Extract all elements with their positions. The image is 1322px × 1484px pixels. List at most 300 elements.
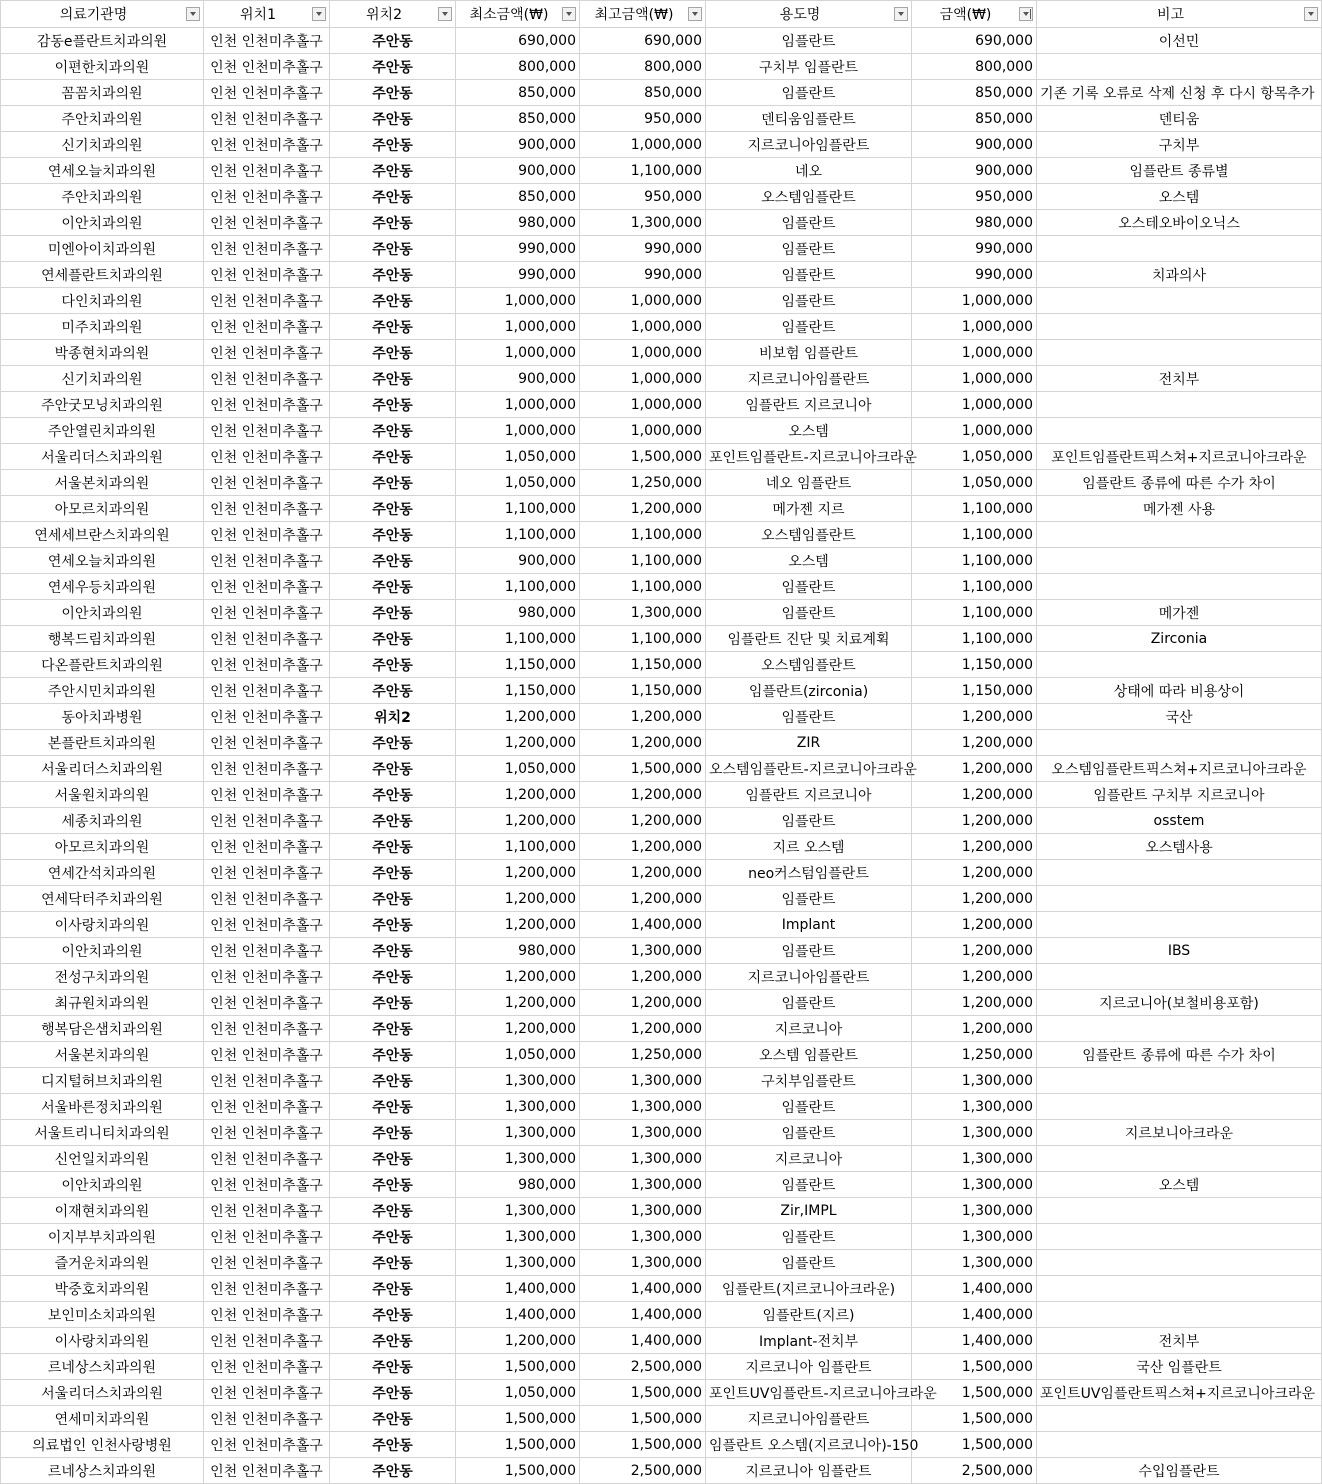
cell-location2[interactable]: 위치2	[330, 704, 456, 730]
cell-usage-name[interactable]: 지르코니아 임플란트	[706, 1354, 912, 1380]
cell-remarks[interactable]	[1037, 1250, 1322, 1276]
cell-remarks[interactable]: 덴티움	[1037, 106, 1322, 132]
cell-price[interactable]: 1,100,000	[912, 522, 1037, 548]
cell-usage-name[interactable]: 임플란트	[706, 704, 912, 730]
cell-hospital-name[interactable]: 동아치과병원	[1, 704, 204, 730]
cell-price[interactable]: 1,200,000	[912, 990, 1037, 1016]
cell-location2[interactable]: 주안동	[330, 912, 456, 938]
cell-remarks[interactable]: 전치부	[1037, 1328, 1322, 1354]
cell-remarks[interactable]: 메가젠 사용	[1037, 496, 1322, 522]
cell-usage-name[interactable]: ZIR	[706, 730, 912, 756]
cell-min-price[interactable]: 1,100,000	[456, 626, 580, 652]
cell-price[interactable]: 1,000,000	[912, 366, 1037, 392]
cell-max-price[interactable]: 1,200,000	[580, 1016, 706, 1042]
cell-location1[interactable]: 인천 인천미추홀구	[204, 652, 330, 678]
cell-min-price[interactable]: 1,200,000	[456, 860, 580, 886]
cell-min-price[interactable]: 1,200,000	[456, 964, 580, 990]
cell-remarks[interactable]: 임플란트 종류별	[1037, 158, 1322, 184]
cell-location1[interactable]: 인천 인천미추홀구	[204, 1328, 330, 1354]
cell-location1[interactable]: 인천 인천미추홀구	[204, 444, 330, 470]
cell-hospital-name[interactable]: 서울리더스치과의원	[1, 756, 204, 782]
cell-max-price[interactable]: 1,200,000	[580, 886, 706, 912]
cell-max-price[interactable]: 950,000	[580, 106, 706, 132]
cell-price[interactable]: 1,200,000	[912, 938, 1037, 964]
cell-hospital-name[interactable]: 연세오늘치과의원	[1, 548, 204, 574]
cell-hospital-name[interactable]: 서울리더스치과의원	[1, 1380, 204, 1406]
cell-remarks[interactable]: 임플란트 종류에 따른 수가 차이	[1037, 1042, 1322, 1068]
cell-usage-name[interactable]: 지르 오스템	[706, 834, 912, 860]
cell-price[interactable]: 1,100,000	[912, 600, 1037, 626]
cell-location1[interactable]: 인천 인천미추홀구	[204, 522, 330, 548]
cell-usage-name[interactable]: 임플란트	[706, 236, 912, 262]
cell-usage-name[interactable]: 임플란트	[706, 28, 912, 54]
cell-remarks[interactable]	[1037, 288, 1322, 314]
cell-location1[interactable]: 인천 인천미추홀구	[204, 1458, 330, 1484]
cell-location1[interactable]: 인천 인천미추홀구	[204, 392, 330, 418]
cell-hospital-name[interactable]: 이안치과의원	[1, 210, 204, 236]
cell-hospital-name[interactable]: 이안치과의원	[1, 1172, 204, 1198]
cell-min-price[interactable]: 900,000	[456, 366, 580, 392]
cell-usage-name[interactable]: 네오	[706, 158, 912, 184]
cell-max-price[interactable]: 950,000	[580, 184, 706, 210]
cell-min-price[interactable]: 1,200,000	[456, 704, 580, 730]
cell-max-price[interactable]: 1,500,000	[580, 444, 706, 470]
cell-location2[interactable]: 주안동	[330, 1016, 456, 1042]
cell-usage-name[interactable]: 임플란트	[706, 262, 912, 288]
cell-max-price[interactable]: 1,000,000	[580, 392, 706, 418]
cell-min-price[interactable]: 1,100,000	[456, 834, 580, 860]
cell-location1[interactable]: 인천 인천미추홀구	[204, 1042, 330, 1068]
cell-remarks[interactable]	[1037, 418, 1322, 444]
cell-location2[interactable]: 주안동	[330, 80, 456, 106]
cell-min-price[interactable]: 1,300,000	[456, 1224, 580, 1250]
cell-location2[interactable]: 주안동	[330, 626, 456, 652]
cell-remarks[interactable]: 임플란트 종류에 따른 수가 차이	[1037, 470, 1322, 496]
cell-max-price[interactable]: 1,300,000	[580, 1250, 706, 1276]
cell-min-price[interactable]: 850,000	[456, 80, 580, 106]
cell-min-price[interactable]: 1,200,000	[456, 912, 580, 938]
cell-usage-name[interactable]: 임플란트	[706, 80, 912, 106]
cell-location1[interactable]: 인천 인천미추홀구	[204, 314, 330, 340]
cell-location1[interactable]: 인천 인천미추홀구	[204, 54, 330, 80]
cell-price[interactable]: 1,000,000	[912, 392, 1037, 418]
cell-max-price[interactable]: 1,200,000	[580, 834, 706, 860]
cell-remarks[interactable]: 포인트임플란트픽스쳐+지르코니아크라운	[1037, 444, 1322, 470]
cell-min-price[interactable]: 1,500,000	[456, 1458, 580, 1484]
cell-usage-name[interactable]: 임플란트	[706, 210, 912, 236]
cell-remarks[interactable]: 오스템	[1037, 1172, 1322, 1198]
cell-min-price[interactable]: 900,000	[456, 548, 580, 574]
cell-location2[interactable]: 주안동	[330, 106, 456, 132]
cell-location1[interactable]: 인천 인천미추홀구	[204, 1354, 330, 1380]
cell-max-price[interactable]: 1,500,000	[580, 756, 706, 782]
cell-hospital-name[interactable]: 신기치과의원	[1, 132, 204, 158]
cell-usage-name[interactable]: Implant-전치부	[706, 1328, 912, 1354]
cell-location1[interactable]: 인천 인천미추홀구	[204, 990, 330, 1016]
cell-price[interactable]: 1,300,000	[912, 1068, 1037, 1094]
cell-usage-name[interactable]: 오스템	[706, 418, 912, 444]
cell-location2[interactable]: 주안동	[330, 574, 456, 600]
filter-icon[interactable]	[312, 7, 326, 21]
cell-hospital-name[interactable]: 주안열린치과의원	[1, 418, 204, 444]
cell-max-price[interactable]: 1,000,000	[580, 132, 706, 158]
cell-hospital-name[interactable]: 이지부부치과의원	[1, 1224, 204, 1250]
cell-min-price[interactable]: 980,000	[456, 1172, 580, 1198]
cell-location1[interactable]: 인천 인천미추홀구	[204, 28, 330, 54]
cell-max-price[interactable]: 990,000	[580, 262, 706, 288]
cell-max-price[interactable]: 1,400,000	[580, 1302, 706, 1328]
cell-usage-name[interactable]: 비보험 임플란트	[706, 340, 912, 366]
cell-price[interactable]: 1,300,000	[912, 1172, 1037, 1198]
cell-min-price[interactable]: 1,500,000	[456, 1432, 580, 1458]
cell-remarks[interactable]: 구치부	[1037, 132, 1322, 158]
cell-location1[interactable]: 인천 인천미추홀구	[204, 886, 330, 912]
cell-usage-name[interactable]: 지르코니아임플란트	[706, 1406, 912, 1432]
cell-usage-name[interactable]: 오스템	[706, 548, 912, 574]
cell-location1[interactable]: 인천 인천미추홀구	[204, 210, 330, 236]
cell-remarks[interactable]: 포인트UV임플란트픽스쳐+지르코니아크라운	[1037, 1380, 1322, 1406]
cell-price[interactable]: 1,300,000	[912, 1198, 1037, 1224]
cell-min-price[interactable]: 850,000	[456, 184, 580, 210]
cell-location1[interactable]: 인천 인천미추홀구	[204, 1380, 330, 1406]
cell-price[interactable]: 950,000	[912, 184, 1037, 210]
cell-min-price[interactable]: 990,000	[456, 262, 580, 288]
cell-max-price[interactable]: 1,200,000	[580, 860, 706, 886]
cell-location2[interactable]: 주안동	[330, 366, 456, 392]
cell-hospital-name[interactable]: 아모르치과의원	[1, 834, 204, 860]
cell-usage-name[interactable]: 임플란트(지르코니아크라운)	[706, 1276, 912, 1302]
cell-remarks[interactable]: 지르코니아(보철비용포함)	[1037, 990, 1322, 1016]
cell-max-price[interactable]: 1,300,000	[580, 210, 706, 236]
cell-price[interactable]: 1,000,000	[912, 340, 1037, 366]
cell-location1[interactable]: 인천 인천미추홀구	[204, 626, 330, 652]
cell-location2[interactable]: 주안동	[330, 1276, 456, 1302]
cell-location1[interactable]: 인천 인천미추홀구	[204, 1406, 330, 1432]
cell-max-price[interactable]: 1,200,000	[580, 730, 706, 756]
cell-min-price[interactable]: 1,300,000	[456, 1094, 580, 1120]
sort-ascending-filter-icon[interactable]	[1019, 7, 1033, 21]
cell-max-price[interactable]: 1,100,000	[580, 626, 706, 652]
cell-usage-name[interactable]: 구치부임플란트	[706, 1068, 912, 1094]
cell-hospital-name[interactable]: 서울본치과의원	[1, 1042, 204, 1068]
cell-remarks[interactable]: 임플란트 구치부 지르코니아	[1037, 782, 1322, 808]
cell-price[interactable]: 1,200,000	[912, 808, 1037, 834]
cell-location2[interactable]: 주안동	[330, 470, 456, 496]
cell-remarks[interactable]	[1037, 860, 1322, 886]
cell-price[interactable]: 900,000	[912, 158, 1037, 184]
cell-usage-name[interactable]: Zir,IMPL	[706, 1198, 912, 1224]
cell-location1[interactable]: 인천 인천미추홀구	[204, 106, 330, 132]
cell-usage-name[interactable]: 덴티움임플란트	[706, 106, 912, 132]
cell-usage-name[interactable]: Implant	[706, 912, 912, 938]
cell-max-price[interactable]: 1,150,000	[580, 652, 706, 678]
cell-location1[interactable]: 인천 인천미추홀구	[204, 1224, 330, 1250]
cell-remarks[interactable]: 오스템	[1037, 184, 1322, 210]
cell-min-price[interactable]: 1,100,000	[456, 522, 580, 548]
cell-min-price[interactable]: 1,100,000	[456, 496, 580, 522]
cell-hospital-name[interactable]: 세종치과의원	[1, 808, 204, 834]
cell-location1[interactable]: 인천 인천미추홀구	[204, 808, 330, 834]
cell-max-price[interactable]: 1,200,000	[580, 496, 706, 522]
cell-location2[interactable]: 주안동	[330, 990, 456, 1016]
cell-remarks[interactable]: 오스템사용	[1037, 834, 1322, 860]
cell-min-price[interactable]: 1,300,000	[456, 1146, 580, 1172]
cell-hospital-name[interactable]: 주안치과의원	[1, 106, 204, 132]
cell-remarks[interactable]: 오스템임플란트픽스쳐+지르코니아크라운	[1037, 756, 1322, 782]
cell-price[interactable]: 1,100,000	[912, 548, 1037, 574]
cell-location2[interactable]: 주안동	[330, 600, 456, 626]
cell-location1[interactable]: 인천 인천미추홀구	[204, 860, 330, 886]
cell-usage-name[interactable]: 임플란트 지르코니아	[706, 392, 912, 418]
cell-max-price[interactable]: 1,300,000	[580, 1172, 706, 1198]
cell-min-price[interactable]: 1,150,000	[456, 678, 580, 704]
cell-remarks[interactable]	[1037, 730, 1322, 756]
cell-location2[interactable]: 주안동	[330, 236, 456, 262]
cell-hospital-name[interactable]: 서울본치과의원	[1, 470, 204, 496]
cell-price[interactable]: 900,000	[912, 132, 1037, 158]
cell-price[interactable]: 1,300,000	[912, 1094, 1037, 1120]
cell-remarks[interactable]: IBS	[1037, 938, 1322, 964]
cell-price[interactable]: 990,000	[912, 236, 1037, 262]
cell-location2[interactable]: 주안동	[330, 28, 456, 54]
cell-usage-name[interactable]: 임플란트 지르코니아	[706, 782, 912, 808]
cell-price[interactable]: 850,000	[912, 106, 1037, 132]
cell-location2[interactable]: 주안동	[330, 1432, 456, 1458]
cell-price[interactable]: 1,300,000	[912, 1250, 1037, 1276]
cell-min-price[interactable]: 1,050,000	[456, 470, 580, 496]
cell-max-price[interactable]: 1,250,000	[580, 470, 706, 496]
cell-location2[interactable]: 주안동	[330, 496, 456, 522]
cell-max-price[interactable]: 1,400,000	[580, 1328, 706, 1354]
cell-max-price[interactable]: 1,300,000	[580, 1068, 706, 1094]
cell-max-price[interactable]: 1,200,000	[580, 808, 706, 834]
cell-usage-name[interactable]: 임플란트 진단 및 치료계획	[706, 626, 912, 652]
cell-location1[interactable]: 인천 인천미추홀구	[204, 1146, 330, 1172]
cell-location2[interactable]: 주안동	[330, 1354, 456, 1380]
cell-remarks[interactable]	[1037, 964, 1322, 990]
cell-location2[interactable]: 주안동	[330, 1146, 456, 1172]
cell-price[interactable]: 1,050,000	[912, 470, 1037, 496]
cell-remarks[interactable]	[1037, 340, 1322, 366]
cell-min-price[interactable]: 1,200,000	[456, 782, 580, 808]
cell-location2[interactable]: 주안동	[330, 1328, 456, 1354]
cell-price[interactable]: 980,000	[912, 210, 1037, 236]
cell-min-price[interactable]: 1,500,000	[456, 1354, 580, 1380]
cell-hospital-name[interactable]: 서울리더스치과의원	[1, 444, 204, 470]
cell-min-price[interactable]: 1,000,000	[456, 314, 580, 340]
cell-location1[interactable]: 인천 인천미추홀구	[204, 496, 330, 522]
cell-max-price[interactable]: 1,300,000	[580, 938, 706, 964]
cell-location2[interactable]: 주안동	[330, 1250, 456, 1276]
cell-price[interactable]: 1,200,000	[912, 730, 1037, 756]
cell-hospital-name[interactable]: 연세세브란스치과의원	[1, 522, 204, 548]
cell-min-price[interactable]: 900,000	[456, 132, 580, 158]
cell-hospital-name[interactable]: 주안굿모닝치과의원	[1, 392, 204, 418]
cell-max-price[interactable]: 1,300,000	[580, 1120, 706, 1146]
cell-hospital-name[interactable]: 의료법인 인천사랑병원	[1, 1432, 204, 1458]
cell-location1[interactable]: 인천 인천미추홀구	[204, 548, 330, 574]
cell-location2[interactable]: 주안동	[330, 1094, 456, 1120]
cell-hospital-name[interactable]: 르네상스치과의원	[1, 1354, 204, 1380]
cell-hospital-name[interactable]: 감동e플란트치과의원	[1, 28, 204, 54]
cell-location1[interactable]: 인천 인천미추홀구	[204, 1198, 330, 1224]
cell-location2[interactable]: 주안동	[330, 964, 456, 990]
cell-remarks[interactable]: osstem	[1037, 808, 1322, 834]
cell-location1[interactable]: 인천 인천미추홀구	[204, 600, 330, 626]
cell-max-price[interactable]: 1,100,000	[580, 548, 706, 574]
cell-location1[interactable]: 인천 인천미추홀구	[204, 1302, 330, 1328]
cell-location1[interactable]: 인천 인천미추홀구	[204, 1276, 330, 1302]
cell-location2[interactable]: 주안동	[330, 210, 456, 236]
cell-min-price[interactable]: 1,050,000	[456, 444, 580, 470]
cell-location1[interactable]: 인천 인천미추홀구	[204, 1120, 330, 1146]
cell-price[interactable]: 2,500,000	[912, 1458, 1037, 1484]
cell-usage-name[interactable]: 임플란트	[706, 1172, 912, 1198]
cell-location2[interactable]: 주안동	[330, 1042, 456, 1068]
cell-hospital-name[interactable]: 이안치과의원	[1, 600, 204, 626]
cell-location2[interactable]: 주안동	[330, 1120, 456, 1146]
cell-hospital-name[interactable]: 주안치과의원	[1, 184, 204, 210]
cell-min-price[interactable]: 1,200,000	[456, 808, 580, 834]
cell-location2[interactable]: 주안동	[330, 782, 456, 808]
cell-usage-name[interactable]: 임플란트	[706, 990, 912, 1016]
cell-remarks[interactable]	[1037, 1146, 1322, 1172]
cell-usage-name[interactable]: 임플란트	[706, 574, 912, 600]
cell-hospital-name[interactable]: 다인치과의원	[1, 288, 204, 314]
cell-hospital-name[interactable]: 다온플란트치과의원	[1, 652, 204, 678]
cell-location1[interactable]: 인천 인천미추홀구	[204, 1068, 330, 1094]
cell-usage-name[interactable]: 포인트UV임플란트-지르코니아크라운	[706, 1380, 912, 1406]
cell-remarks[interactable]	[1037, 1276, 1322, 1302]
cell-max-price[interactable]: 1,300,000	[580, 1224, 706, 1250]
cell-remarks[interactable]	[1037, 314, 1322, 340]
cell-location1[interactable]: 인천 인천미추홀구	[204, 288, 330, 314]
cell-price[interactable]: 1,300,000	[912, 1146, 1037, 1172]
cell-min-price[interactable]: 1,300,000	[456, 1120, 580, 1146]
cell-hospital-name[interactable]: 미주치과의원	[1, 314, 204, 340]
cell-hospital-name[interactable]: 이사랑치과의원	[1, 1328, 204, 1354]
cell-location2[interactable]: 주안동	[330, 548, 456, 574]
cell-price[interactable]: 1,200,000	[912, 912, 1037, 938]
cell-max-price[interactable]: 800,000	[580, 54, 706, 80]
cell-location1[interactable]: 인천 인천미추홀구	[204, 470, 330, 496]
cell-price[interactable]: 1,200,000	[912, 860, 1037, 886]
cell-min-price[interactable]: 1,000,000	[456, 418, 580, 444]
cell-location2[interactable]: 주안동	[330, 1198, 456, 1224]
cell-price[interactable]: 850,000	[912, 80, 1037, 106]
cell-min-price[interactable]: 1,300,000	[456, 1198, 580, 1224]
cell-price[interactable]: 1,100,000	[912, 496, 1037, 522]
cell-max-price[interactable]: 1,300,000	[580, 1198, 706, 1224]
cell-min-price[interactable]: 900,000	[456, 158, 580, 184]
cell-hospital-name[interactable]: 최규원치과의원	[1, 990, 204, 1016]
cell-usage-name[interactable]: 오스템임플란트	[706, 652, 912, 678]
cell-min-price[interactable]: 1,100,000	[456, 574, 580, 600]
cell-location2[interactable]: 주안동	[330, 1302, 456, 1328]
cell-usage-name[interactable]: 임플란트	[706, 288, 912, 314]
cell-max-price[interactable]: 2,500,000	[580, 1354, 706, 1380]
cell-price[interactable]: 1,150,000	[912, 652, 1037, 678]
cell-hospital-name[interactable]: 신언일치과의원	[1, 1146, 204, 1172]
cell-price[interactable]: 1,400,000	[912, 1328, 1037, 1354]
cell-usage-name[interactable]: neo커스텀임플란트	[706, 860, 912, 886]
cell-hospital-name[interactable]: 주안시민치과의원	[1, 678, 204, 704]
cell-remarks[interactable]: 상태에 따라 비용상이	[1037, 678, 1322, 704]
cell-hospital-name[interactable]: 연세간석치과의원	[1, 860, 204, 886]
cell-remarks[interactable]	[1037, 1198, 1322, 1224]
cell-usage-name[interactable]: 임플란트 오스템(지르코니아)-150	[706, 1432, 912, 1458]
cell-max-price[interactable]: 1,500,000	[580, 1432, 706, 1458]
cell-location1[interactable]: 인천 인천미추홀구	[204, 678, 330, 704]
cell-location1[interactable]: 인천 인천미추홀구	[204, 418, 330, 444]
cell-location2[interactable]: 주안동	[330, 678, 456, 704]
cell-usage-name[interactable]: 임플란트	[706, 1094, 912, 1120]
cell-remarks[interactable]: 전치부	[1037, 366, 1322, 392]
cell-max-price[interactable]: 1,200,000	[580, 782, 706, 808]
cell-remarks[interactable]: 치과의사	[1037, 262, 1322, 288]
cell-min-price[interactable]: 980,000	[456, 938, 580, 964]
cell-min-price[interactable]: 1,300,000	[456, 1250, 580, 1276]
cell-min-price[interactable]: 1,000,000	[456, 288, 580, 314]
cell-usage-name[interactable]: 지르코니아	[706, 1016, 912, 1042]
cell-hospital-name[interactable]: 이재현치과의원	[1, 1198, 204, 1224]
cell-remarks[interactable]: Zirconia	[1037, 626, 1322, 652]
cell-price[interactable]: 1,000,000	[912, 314, 1037, 340]
cell-max-price[interactable]: 1,000,000	[580, 314, 706, 340]
cell-hospital-name[interactable]: 연세닥터주치과의원	[1, 886, 204, 912]
cell-hospital-name[interactable]: 서울바른정치과의원	[1, 1094, 204, 1120]
cell-min-price[interactable]: 980,000	[456, 210, 580, 236]
cell-max-price[interactable]: 1,000,000	[580, 340, 706, 366]
cell-hospital-name[interactable]: 행복드림치과의원	[1, 626, 204, 652]
cell-location1[interactable]: 인천 인천미추홀구	[204, 730, 330, 756]
cell-price[interactable]: 990,000	[912, 262, 1037, 288]
cell-price[interactable]: 1,200,000	[912, 964, 1037, 990]
cell-min-price[interactable]: 1,500,000	[456, 1406, 580, 1432]
cell-price[interactable]: 1,200,000	[912, 834, 1037, 860]
cell-hospital-name[interactable]: 르네상스치과의원	[1, 1458, 204, 1484]
cell-location1[interactable]: 인천 인천미추홀구	[204, 262, 330, 288]
cell-min-price[interactable]: 990,000	[456, 236, 580, 262]
cell-location1[interactable]: 인천 인천미추홀구	[204, 80, 330, 106]
cell-price[interactable]: 1,200,000	[912, 704, 1037, 730]
cell-hospital-name[interactable]: 서울원치과의원	[1, 782, 204, 808]
cell-remarks[interactable]	[1037, 886, 1322, 912]
cell-max-price[interactable]: 690,000	[580, 28, 706, 54]
cell-remarks[interactable]: 수입임플란트	[1037, 1458, 1322, 1484]
cell-location2[interactable]: 주안동	[330, 834, 456, 860]
cell-max-price[interactable]: 1,300,000	[580, 1146, 706, 1172]
cell-usage-name[interactable]: 오스템 임플란트	[706, 1042, 912, 1068]
cell-remarks[interactable]	[1037, 548, 1322, 574]
cell-price[interactable]: 1,500,000	[912, 1432, 1037, 1458]
cell-min-price[interactable]: 1,050,000	[456, 756, 580, 782]
cell-max-price[interactable]: 850,000	[580, 80, 706, 106]
cell-location2[interactable]: 주안동	[330, 418, 456, 444]
cell-usage-name[interactable]: 임플란트	[706, 938, 912, 964]
cell-hospital-name[interactable]: 이안치과의원	[1, 938, 204, 964]
cell-usage-name[interactable]: 임플란트	[706, 1224, 912, 1250]
cell-remarks[interactable]: 메가젠	[1037, 600, 1322, 626]
cell-location2[interactable]: 주안동	[330, 1458, 456, 1484]
cell-location2[interactable]: 주안동	[330, 808, 456, 834]
cell-hospital-name[interactable]: 꼼꼼치과의원	[1, 80, 204, 106]
cell-max-price[interactable]: 2,500,000	[580, 1458, 706, 1484]
cell-location1[interactable]: 인천 인천미추홀구	[204, 158, 330, 184]
cell-remarks[interactable]: 오스테오바이오닉스	[1037, 210, 1322, 236]
cell-remarks[interactable]: 국산 임플란트	[1037, 1354, 1322, 1380]
cell-remarks[interactable]	[1037, 1068, 1322, 1094]
